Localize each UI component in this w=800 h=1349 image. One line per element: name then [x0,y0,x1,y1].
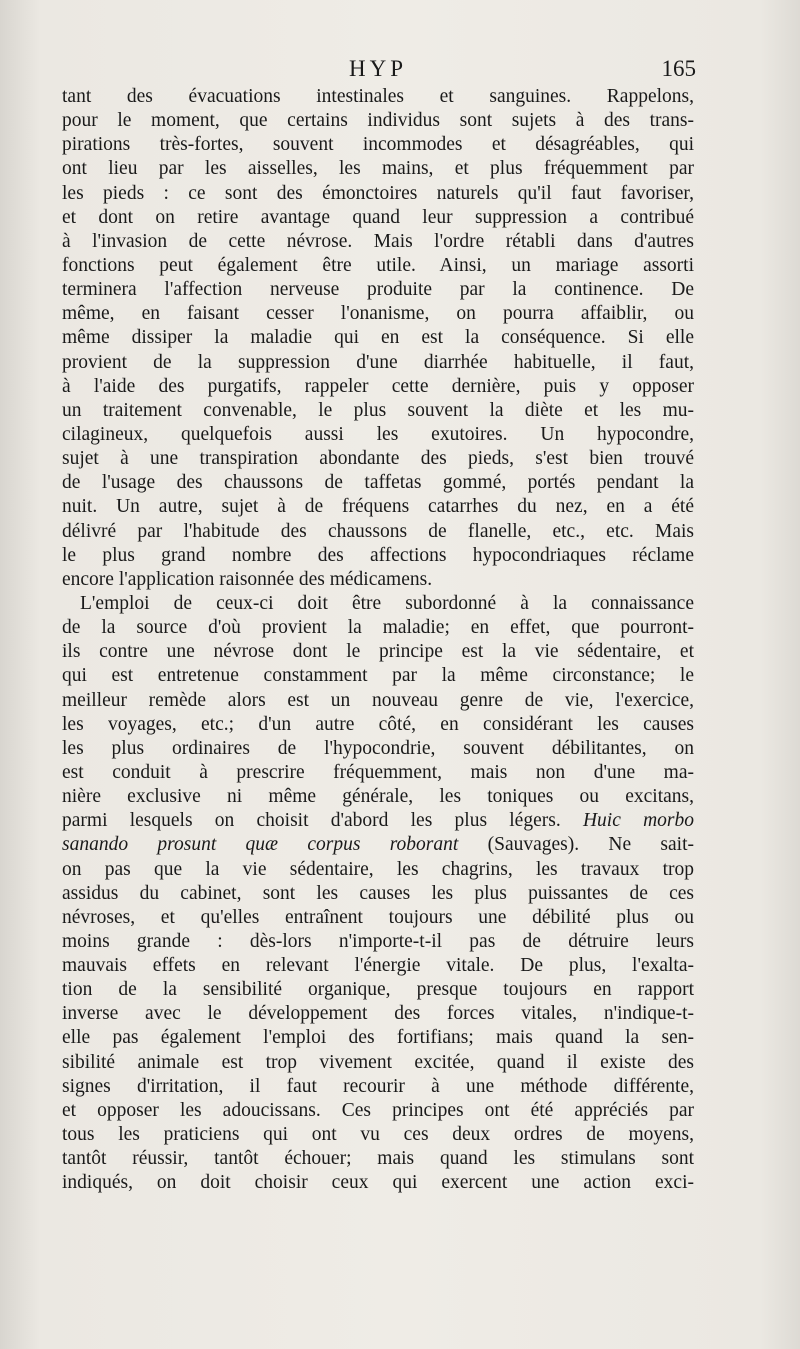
text-line: les voyages, etc.; d'un autre côté, en considérant les causes [62,713,694,735]
body-text [62,85,694,1195]
text-line: névroses, et qu'elles entraînent toujours une débilité plus ou [62,906,694,928]
text-line: sibilité animale est trop vivement excitée, quand il existe des [62,1051,694,1073]
page-header [60,56,696,86]
text-line: fonctions peut également être utile. Ainsi, un mariage assorti [62,254,694,276]
text-line: inverse avec le développement des forces vitales, n'indique-t- [62,1003,694,1025]
text-line: les pieds : ce sont des émonctoires naturels qu'il faut favoriser, [62,182,694,204]
text-run: parmi lesquels on choisit d'abord les plus légers. [62,810,583,832]
text-line: et opposer les adoucissans. Ces principes ont été appréciés par [62,1099,694,1121]
text-line: le plus grand nombre des affections hypocondriaques réclame [62,544,694,566]
text-line: et dont on retire avantage quand leur suppression a contribué [62,206,694,228]
page-number: 165 [661,56,696,81]
text-line: tion de la sensibilité organique, presque toujours en rapport [62,979,694,1001]
text-line: terminera l'affection nerveuse produite par la continence. De [62,279,694,301]
text-line: on pas que la vie sédentaire, les chagrins, les travaux trop [62,858,694,880]
text-line: meilleur remède alors est un nouveau genre de vie, l'exercice, [62,689,694,711]
text-line: signes d'irritation, il faut recourir à une méthode différente, [62,1075,694,1097]
text-line: à l'invasion de cette névrose. Mais l'ordre rétabli dans d'autres [62,230,694,252]
latin-quote: sanando prosunt quæ corpus roborant [62,834,459,856]
text-line: ils contre une névrose dont le principe est la vie sédentaire, et [62,641,694,663]
text-line: sujet à une transpiration abondante des pieds, s'est bien trouvé [62,448,694,470]
text-line: encore l'application raisonnée des médicamens. [62,568,433,590]
text-line: à l'aide des purgatifs, rappeler cette dernière, puis y opposer [62,375,694,397]
text-line: qui est entretenue constamment par la même circonstance; le [62,665,694,687]
text-line: L'emploi de ceux-ci doit être subordonné à la connaissance [80,592,694,614]
text-run: (Sauvages). Ne sait- [458,834,695,856]
text-line: nière exclusive ni même générale, les toniques ou excitans, [62,786,694,808]
text-line: même, en faisant cesser l'onanisme, on pourra affaiblir, ou [62,303,694,325]
text-line: pirations très-fortes, souvent incommodes et désagréables, qui [62,134,694,156]
text-line: cilagineux, quelquefois aussi les exutoires. Un hypocondre, [62,423,694,445]
text-line: mauvais effets en relevant l'énergie vitale. De plus, l'exalta- [62,955,694,977]
text-line: indiqués, on doit choisir ceux qui exercent une action exci- [62,1172,694,1194]
running-head: HYP [348,56,407,81]
text-line [62,809,694,833]
text-line: assidus du cabinet, sont les causes les plus puissantes de ces [62,882,694,904]
latin-quote: Huic morbo [582,810,694,832]
text-line: provient de la suppression d'une diarrhée habituelle, il faut, [62,351,694,373]
text-line: un traitement convenable, le plus souvent la diète et les mu- [62,399,694,421]
text-line: nuit. Un autre, sujet à de fréquens catarrhes du nez, en a été [62,496,694,518]
text-line: elle pas également l'emploi des fortifians; mais quand la sen- [62,1027,694,1049]
text-line: tantôt réussir, tantôt échouer; mais quand les stimulans sont [62,1148,694,1170]
text-line: ont lieu par les aisselles, les mains, et plus fréquemment par [62,158,694,180]
text-line [62,833,694,857]
text-line: même dissiper la maladie qui en est la conséquence. Si elle [62,327,694,349]
text-line: tant des évacuations intestinales et sanguines. Rappelons, [62,86,694,107]
text-line: moins grande : dès-lors n'importe-t-il pas de détruire leurs [62,930,694,952]
text-line: les plus ordinaires de l'hypocondrie, souvent débilitantes, on [62,737,694,759]
text-line: de l'usage des chaussons de taffetas gommé, portés pendant la [62,472,694,494]
text-line: est conduit à prescrire fréquemment, mais non d'une ma- [62,761,694,783]
text-line: délivré par l'habitude des chaussons de flanelle, etc., etc. Mais [62,520,694,542]
text-line: de la source d'où provient la maladie; en effet, que pourront- [62,617,694,639]
text-line: pour le moment, que certains individus sont sujets à des trans- [62,110,694,132]
text-line: tous les praticiens qui ont vu ces deux ordres de moyens, [62,1124,694,1146]
